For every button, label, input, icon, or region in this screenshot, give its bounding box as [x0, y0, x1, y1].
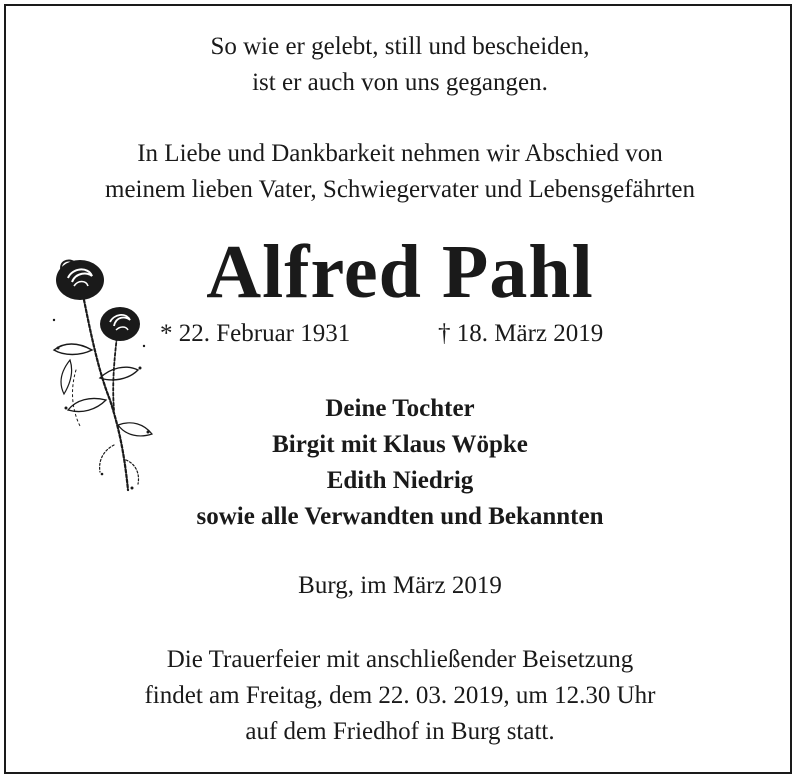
death-date: † 18. März 2019: [438, 320, 604, 347]
mourner-line-1: Deine Tochter: [325, 395, 475, 422]
mourner-line-2: Birgit mit Klaus Wöpke: [272, 431, 528, 458]
verse-line-1: So wie er gelebt, still und bescheiden,: [210, 33, 590, 60]
birth-date: * 22. Februar 1931: [160, 320, 351, 347]
mourner-line-4: sowie alle Verwandten und Bekannten: [196, 503, 604, 530]
intro-line-1: In Liebe und Dankbarkeit nehmen wir Abschied von: [137, 140, 663, 167]
verse-line-2: ist er auch von uns gegangen.: [252, 69, 548, 96]
rose-illustration: [40, 250, 160, 500]
place-date: Burg, im März 2019: [298, 572, 502, 599]
intro-line-2: meinem lieben Vater, Schwiegervater und Lebensgefährten: [105, 176, 695, 203]
funeral-line-3: auf dem Friedhof in Burg statt.: [245, 718, 555, 745]
funeral-line-2: findet am Freitag, dem 22. 03. 2019, um 12.30 Uhr: [144, 682, 656, 709]
funeral-line-1: Die Trauerfeier mit anschließender Beisetzung: [166, 646, 634, 673]
mourner-line-3: Edith Niedrig: [326, 467, 474, 494]
life-dates: [160, 317, 680, 351]
deceased-name: Alfred Pahl: [206, 230, 594, 314]
